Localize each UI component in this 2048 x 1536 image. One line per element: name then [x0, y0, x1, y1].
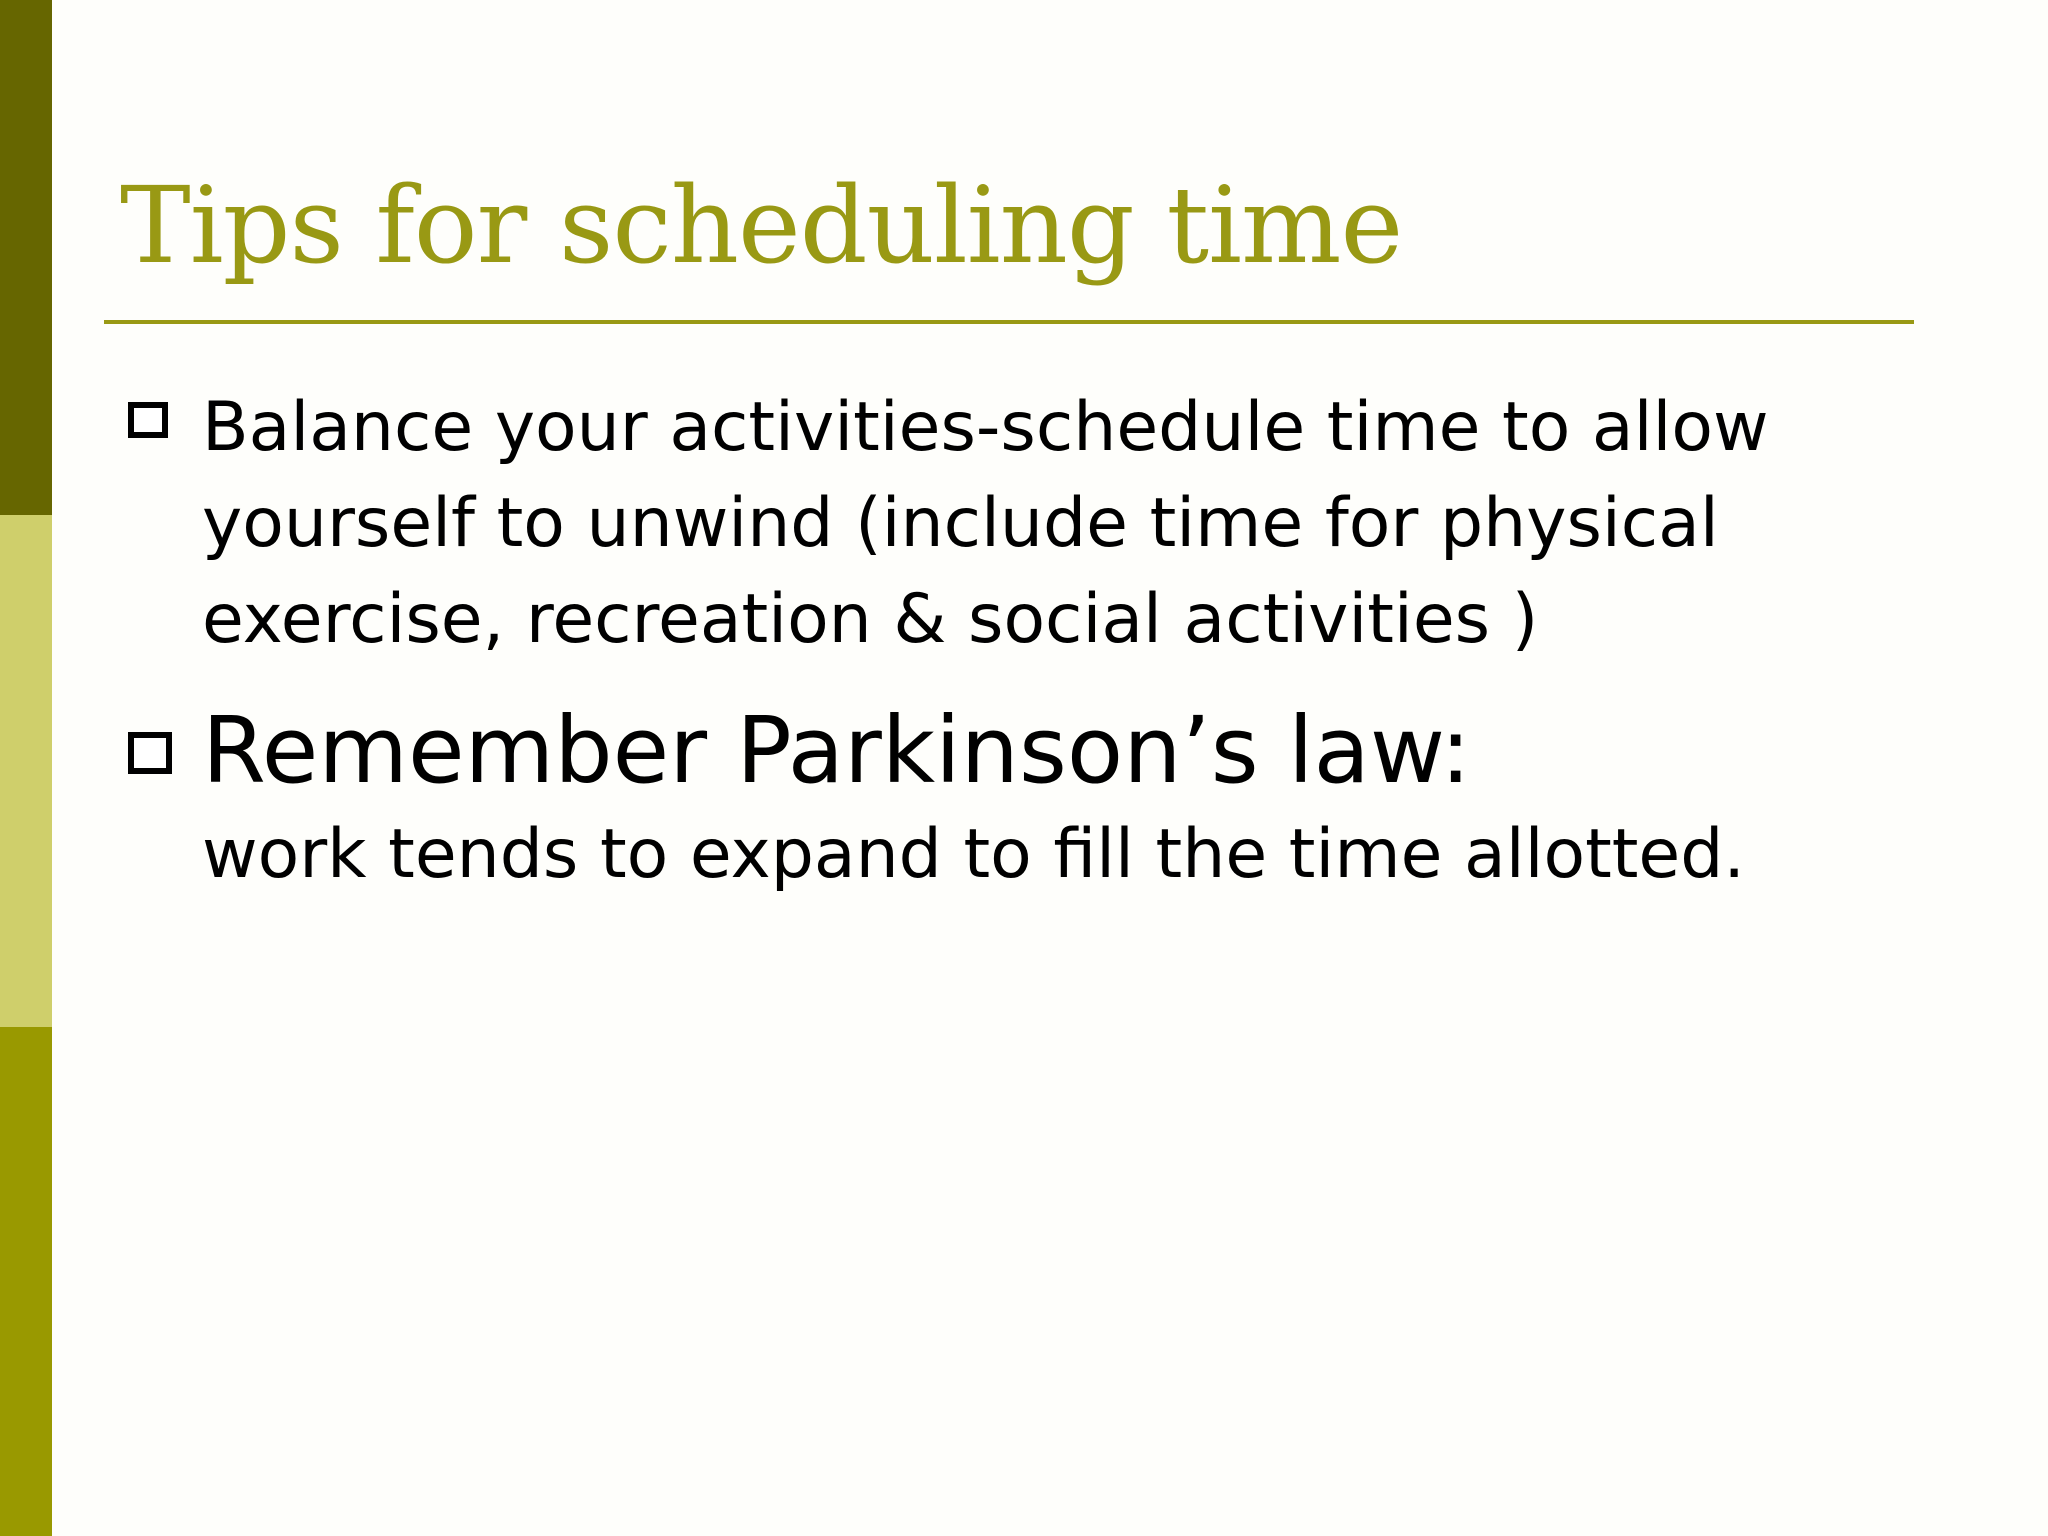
sidebar-stripe-dark [0, 0, 52, 515]
title-underline-rule [104, 320, 1914, 324]
bullet-item-balance [128, 380, 1928, 668]
sidebar-stripe-light [0, 515, 52, 1027]
bullet-heading: Remember Parkinson’s law: [202, 697, 1472, 804]
bullet-text: Balance your activities-schedule time to allow yourself to unwind (include time for physical exercise, recreation & social activities ) [202, 388, 1769, 659]
square-bullet-icon [128, 402, 168, 438]
sidebar-stripe-olive [0, 1027, 52, 1536]
square-bullet-icon [128, 732, 172, 774]
slide-title: Tips for scheduling time [120, 164, 1403, 287]
bullet-text: work tends to expand to fill the time allotted. [202, 815, 1746, 894]
bullet-list [128, 380, 1928, 904]
bullet-item-parkinsons-law [128, 696, 1928, 904]
